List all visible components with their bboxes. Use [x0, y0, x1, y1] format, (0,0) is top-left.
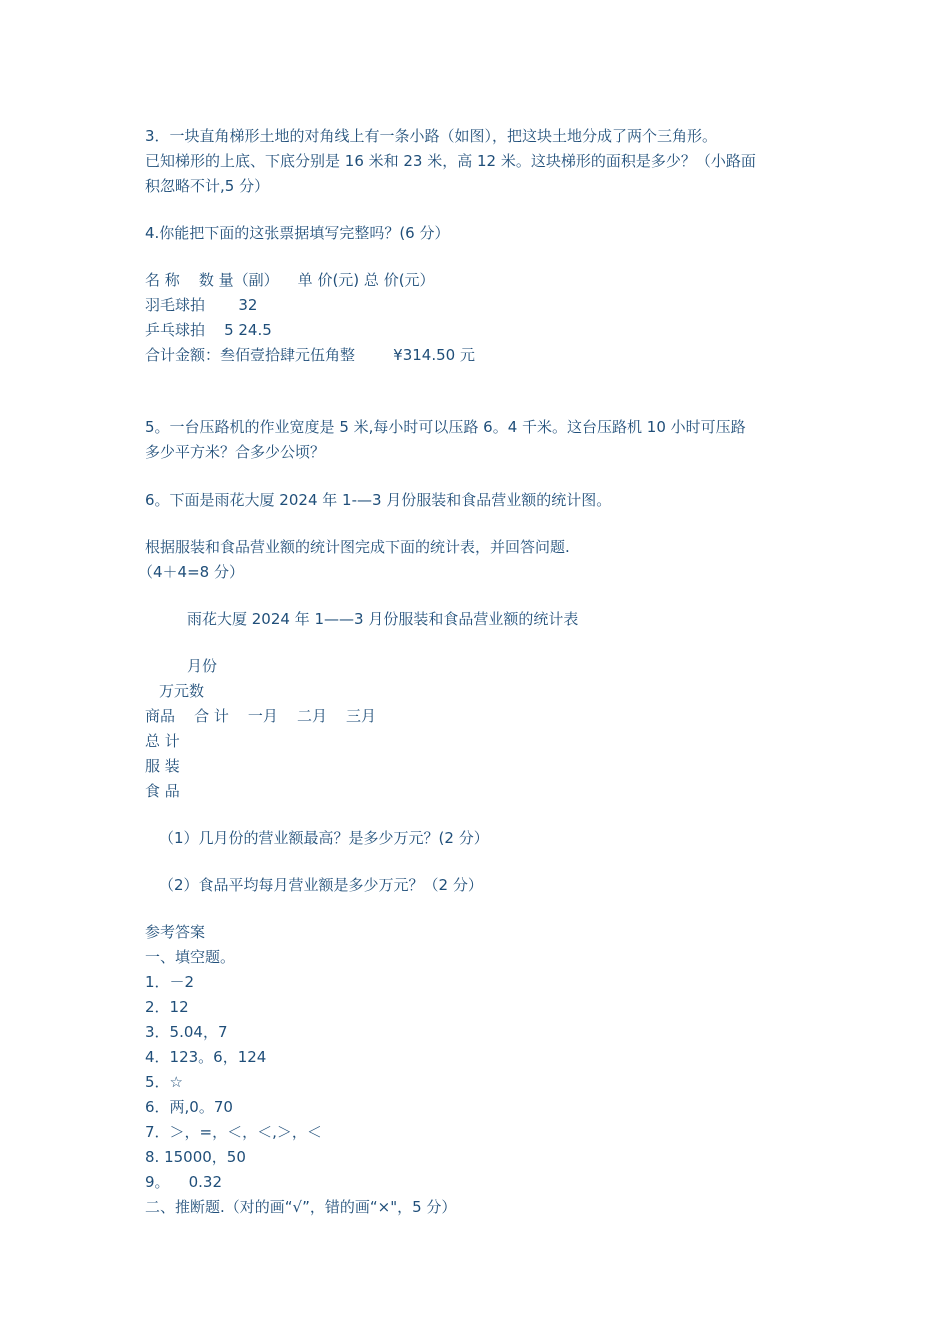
q6-row-clothing: 服 装 [145, 757, 180, 775]
answer-item: 3．5.04，7 [145, 1023, 228, 1041]
q6-title: 6。下面是雨花大厦 2024 年 1-—3 月份服装和食品营业额的统计图。 [145, 491, 612, 509]
q6-header-month: 月份 [187, 657, 218, 675]
q4-total-amount: 合计金额：叁佰壹拾肆元伍角整 ¥314.50 元 [145, 346, 475, 364]
q5-line-2: 多少平方米？合多少公顷？ [145, 443, 326, 461]
answers-section-2: 二、推断题.（对的画“√”，错的画“×"，5 分） [145, 1198, 457, 1216]
answer-item: 7．＞，=，＜，＜,＞，＜ [145, 1123, 322, 1141]
q6-table-title: 雨花大厦 2024 年 1——3 月份服装和食品营业额的统计表 [187, 610, 579, 628]
q6-subquestion-1: （1）几月份的营业额最高？是多少万元？(2 分） [159, 829, 489, 847]
q4-row-pingpong: 乒乓球拍 5 24.5 [145, 321, 272, 339]
answer-item: 8. 15000，50 [145, 1148, 246, 1166]
answer-item: 1．－2 [145, 973, 195, 991]
q6-points: （4＋4=8 分） [138, 563, 244, 581]
q3-line-3: 积忽略不计,5 分） [145, 177, 270, 195]
q4-table-header: 名 称 数 量（副） 单 价(元) 总 价(元） [145, 271, 435, 289]
q3-line-1: 3．一块直角梯形土地的对角线上有一条小路（如图），把这块土地分成了两个三角形。 [145, 127, 718, 145]
q6-instruction: 根据服装和食品营业额的统计图完成下面的统计表，并回答问题. [145, 538, 570, 556]
q3-line-2: 已知梯形的上底、下底分别是 16 米和 23 米，高 12 米。这块梯形的面积是多少？（小路面 [145, 152, 756, 170]
q6-subquestion-2: （2）食品平均每月营业额是多少万元？（2 分） [159, 876, 483, 894]
q4-title: 4.你能把下面的这张票据填写完整吗？(6 分） [145, 224, 450, 242]
answers-section-1: 一、填空题。 [145, 948, 236, 966]
answer-item: 5．☆ [145, 1073, 183, 1091]
q6-header-unit: 万元数 [159, 682, 205, 700]
q6-header-row: 商品 合 计 一月 二月 三月 [145, 707, 377, 725]
answer-item: 2．12 [145, 998, 189, 1016]
answer-item: 9。 0.32 [145, 1173, 223, 1191]
q4-row-badminton: 羽毛球拍 32 [145, 296, 258, 314]
answers-heading: 参考答案 [145, 923, 206, 941]
q6-row-total: 总 计 [145, 732, 180, 750]
answer-item: 6．两,0。70 [145, 1098, 233, 1116]
q6-row-food: 食 品 [145, 782, 180, 800]
q5-line-1: 5。一台压路机的作业宽度是 5 米,每小时可以压路 6。4 千米。这台压路机 10 小时可压路 [145, 418, 746, 436]
answer-item: 4．123。6，124 [145, 1048, 267, 1066]
